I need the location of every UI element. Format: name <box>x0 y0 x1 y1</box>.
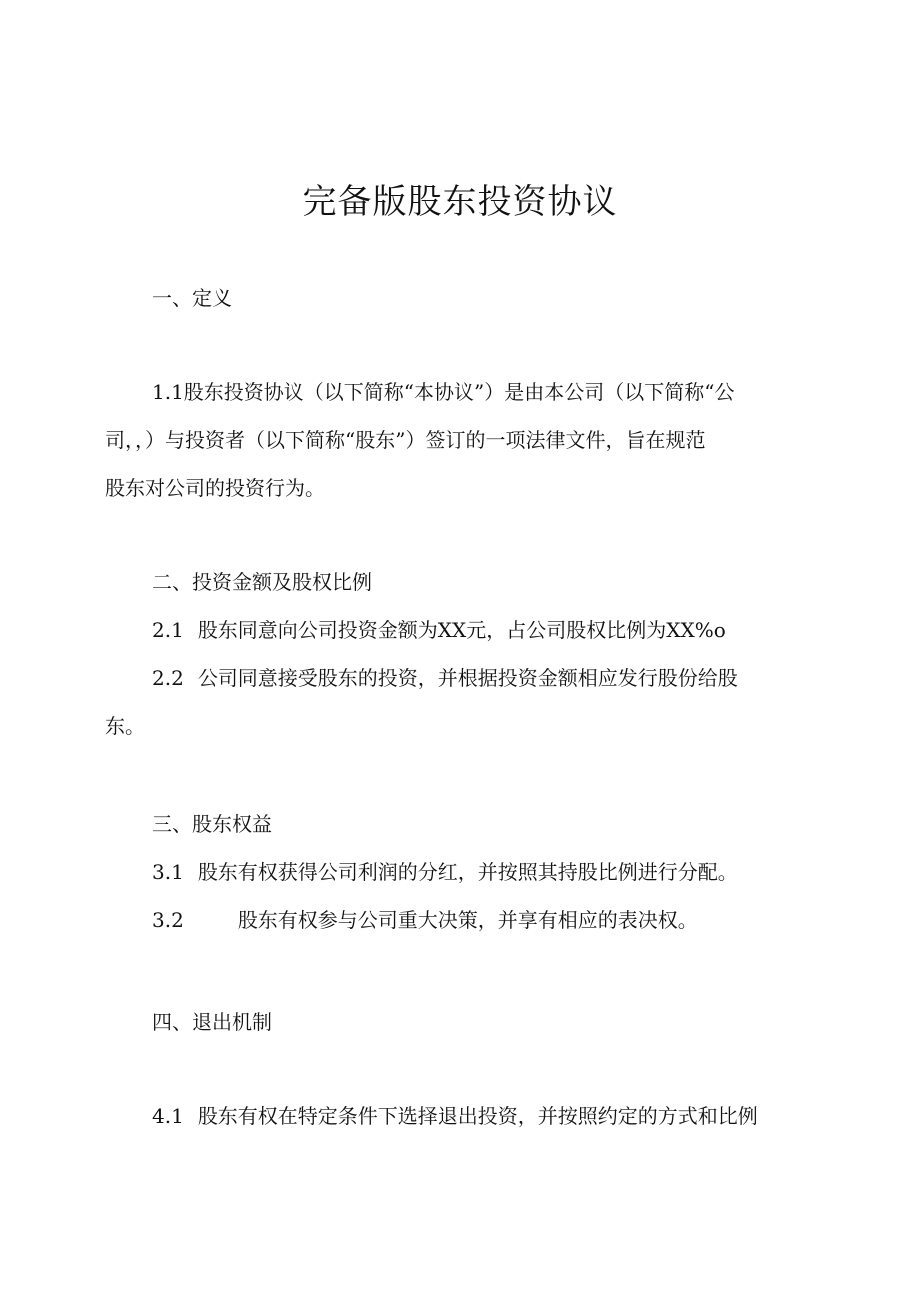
section-heading-investment: 二、投资金额及股权比例 <box>152 570 372 594</box>
clause-text: 公司同意接受股东的投资，并根据投资金额相应发行股份给股 <box>197 666 738 690</box>
clause-number: 4.1 <box>152 1104 184 1128</box>
clause-3-2 <box>152 906 698 934</box>
clause-3-1 <box>152 858 738 886</box>
clause-number: 3.2 <box>152 908 184 932</box>
clause-text: 股东有权获得公司利润的分红，并按照其持股比例进行分配。 <box>197 860 738 884</box>
clause-2-1 <box>152 616 726 644</box>
clause-4-1 <box>152 1102 758 1130</box>
clause-2-2-line-2: 东。 <box>105 714 145 738</box>
clause-number: 2.1 <box>152 618 184 642</box>
clause-number: 2.2 <box>152 666 184 690</box>
clause-1-1-line-3: 股东对公司的投资行为。 <box>105 476 325 500</box>
clause-number: 3.1 <box>152 860 184 884</box>
clause-2-2-line-1 <box>152 664 738 692</box>
section-heading-exit-mechanism: 四、退出机制 <box>152 1010 272 1034</box>
clause-1-1-line-1: 1.1股东投资协议（以下简称“本协议”）是由本公司（以下简称“公 <box>152 380 735 404</box>
clause-1-1-line-2: 司，，）与投资者（以下简称“股东”）签订的一项法律文件，旨在规范 <box>105 428 706 452</box>
section-heading-definitions: 一、定义 <box>152 286 232 310</box>
clause-text: 股东同意向公司投资金额为XX元，占公司股权比例为XX%o <box>197 618 726 642</box>
clause-text: 股东有权在特定条件下选择退出投资，并按照约定的方式和比例 <box>197 1104 758 1128</box>
clause-text: 股东有权参与公司重大决策，并享有相应的表决权。 <box>237 908 698 932</box>
section-heading-shareholder-rights: 三、股东权益 <box>152 812 272 836</box>
document-title: 完备版股东投资协议 <box>302 182 618 222</box>
